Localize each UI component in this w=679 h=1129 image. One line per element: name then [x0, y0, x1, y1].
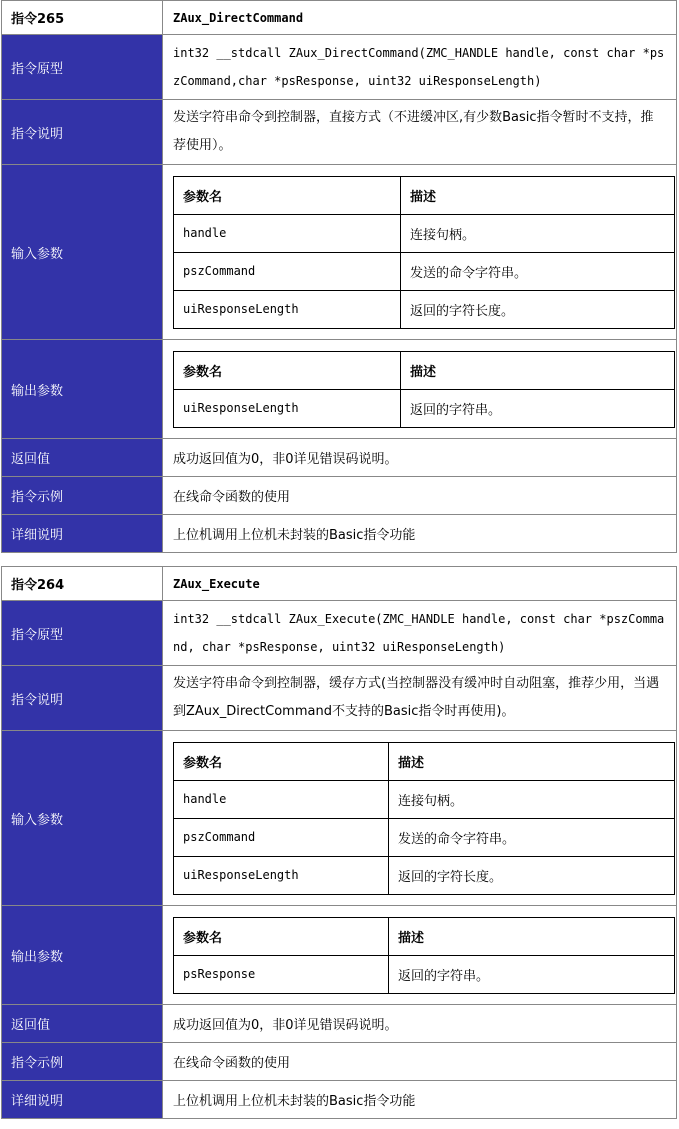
param-desc: 发送的命令字符串。: [389, 818, 675, 856]
detail-text: 上位机调用上位机未封装的Basic指令功能: [163, 515, 677, 553]
input-params-table: [173, 742, 675, 895]
input-params-label: 输入参数: [2, 165, 163, 340]
return-value-row: [2, 1005, 677, 1043]
param-desc-header: 描述: [401, 351, 675, 389]
prototype-text: int32 __stdcall ZAux_Execute(ZMC_HANDLE handle, const char *pszCommand, char *psResponse, uint32 uiResponseLength): [163, 601, 677, 666]
param-header-row: [174, 917, 675, 955]
param-desc: 返回的字符串。: [389, 955, 675, 993]
output-params-cell: [163, 906, 677, 1005]
input-params-row: [2, 165, 677, 340]
param-name: pszCommand: [174, 818, 389, 856]
output-params-cell: [163, 340, 677, 439]
example-text: 在线命令函数的使用: [163, 1043, 677, 1081]
param-name: uiResponseLength: [174, 290, 401, 328]
param-row: [174, 780, 675, 818]
param-name-header: 参数名: [174, 351, 401, 389]
detail-label: 详细说明: [2, 1081, 163, 1119]
param-header-row: [174, 176, 675, 214]
detail-text: 上位机调用上位机未封装的Basic指令功能: [163, 1081, 677, 1119]
param-desc-header: 描述: [389, 917, 675, 955]
return-value-text: 成功返回值为0，非0详见错误码说明。: [163, 439, 677, 477]
output-params-row: [2, 340, 677, 439]
input-params-row: [2, 731, 677, 906]
function-name: ZAux_DirectCommand: [163, 1, 677, 35]
command-id: 指令264: [2, 567, 163, 601]
param-name: handle: [174, 780, 389, 818]
command-265-table: [1, 0, 677, 553]
detail-label: 详细说明: [2, 515, 163, 553]
description-label: 指令说明: [2, 666, 163, 731]
description-text: 发送字符串命令到控制器，缓存方式(当控制器没有缓冲时自动阻塞，推荐少用，当遇到ZAux_DirectCommand不支持的Basic指令时再使用)。: [163, 666, 677, 731]
param-name-header: 参数名: [174, 176, 401, 214]
input-params-cell: [163, 165, 677, 340]
param-header-row: [174, 351, 675, 389]
header-row: [2, 567, 677, 601]
command-264-table: [1, 566, 677, 1119]
output-params-label: 输出参数: [2, 906, 163, 1005]
header-row: [2, 1, 677, 35]
input-params-table: [173, 176, 675, 329]
example-row: [2, 1043, 677, 1081]
param-desc: 发送的命令字符串。: [401, 252, 675, 290]
detail-row: [2, 1081, 677, 1119]
return-value-row: [2, 439, 677, 477]
detail-row: [2, 515, 677, 553]
param-name: psResponse: [174, 955, 389, 993]
param-name-header: 参数名: [174, 917, 389, 955]
param-desc: 返回的字符长度。: [401, 290, 675, 328]
return-value-text: 成功返回值为0，非0详见错误码说明。: [163, 1005, 677, 1043]
prototype-text: int32 __stdcall ZAux_DirectCommand(ZMC_HANDLE handle, const char *pszCommand,char *psResponse, uint32 uiResponseLength): [163, 35, 677, 100]
example-label: 指令示例: [2, 477, 163, 515]
prototype-row: [2, 601, 677, 666]
example-label: 指令示例: [2, 1043, 163, 1081]
param-desc-header: 描述: [389, 742, 675, 780]
example-text: 在线命令函数的使用: [163, 477, 677, 515]
output-params-row: [2, 906, 677, 1005]
param-desc: 返回的字符长度。: [389, 856, 675, 894]
prototype-label: 指令原型: [2, 601, 163, 666]
example-row: [2, 477, 677, 515]
param-name-header: 参数名: [174, 742, 389, 780]
output-params-table: [173, 917, 675, 994]
param-desc: 连接句柄。: [401, 214, 675, 252]
param-name: pszCommand: [174, 252, 401, 290]
param-row: [174, 290, 675, 328]
param-row: [174, 856, 675, 894]
param-name: handle: [174, 214, 401, 252]
description-text: 发送字符串命令到控制器，直接方式（不进缓冲区,有少数Basic指令暂时不支持，推荐使用）。: [163, 100, 677, 165]
prototype-row: [2, 35, 677, 100]
description-label: 指令说明: [2, 100, 163, 165]
output-params-label: 输出参数: [2, 340, 163, 439]
function-name: ZAux_Execute: [163, 567, 677, 601]
param-name: uiResponseLength: [174, 389, 401, 427]
param-desc-header: 描述: [401, 176, 675, 214]
output-params-table: [173, 351, 675, 428]
prototype-label: 指令原型: [2, 35, 163, 100]
param-row: [174, 252, 675, 290]
param-row: [174, 818, 675, 856]
input-params-label: 输入参数: [2, 731, 163, 906]
param-desc: 返回的字符串。: [401, 389, 675, 427]
return-value-label: 返回值: [2, 439, 163, 477]
input-params-cell: [163, 731, 677, 906]
param-row: [174, 955, 675, 993]
description-row: [2, 100, 677, 165]
param-row: [174, 214, 675, 252]
param-name: uiResponseLength: [174, 856, 389, 894]
return-value-label: 返回值: [2, 1005, 163, 1043]
command-id: 指令265: [2, 1, 163, 35]
param-header-row: [174, 742, 675, 780]
param-row: [174, 389, 675, 427]
description-row: [2, 666, 677, 731]
param-desc: 连接句柄。: [389, 780, 675, 818]
